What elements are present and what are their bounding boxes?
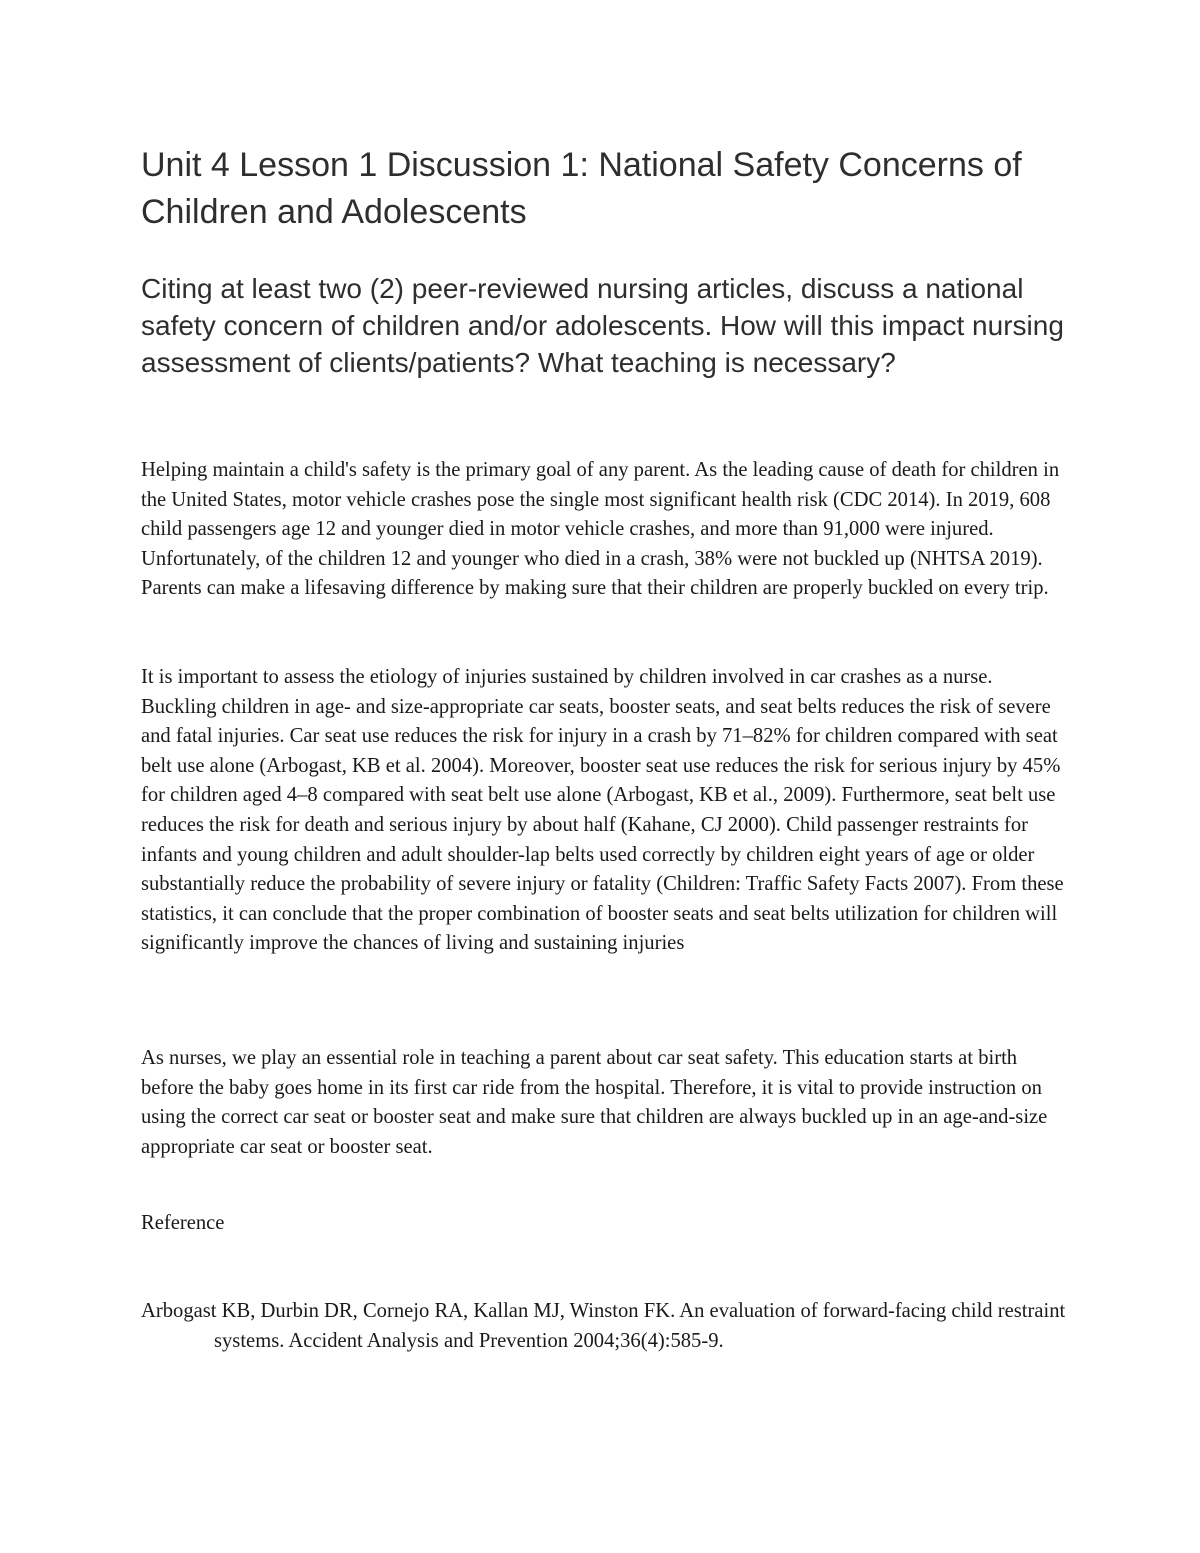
body-paragraph-2: It is important to assess the etiology of injuries sustained by children involved in car crashes as a nurse. Buckling children in age- and size-appropriate car seats, booster seats, and seat belts reduces the risk of severe and fatal injuries. Car seat use reduces the risk for injury in a crash by 71–82% for children compared with seat belt use alone (Arbogast, KB et al. 2004). Moreover, booster seat use reduces the risk for serious injury by 45% for children aged 4–8 compared with seat belt use alone (Arbogast, KB et al., 2009). Furthermore, seat belt use reduces the risk for death and serious injury by about half (Kahane, CJ 2000). Child passenger restraints for infants and young children and adult shoulder-lap belts used correctly by children eight years of age or older substantially reduce the probability of severe injury or fatality (Children: Traffic Safety Facts 2007). From these statistics, it can conclude that the proper combination of booster seats and seat belts utilization for children will significantly improve the chances of living and sustaining injuries [141,666,1064,955]
body-paragraph-3: As nurses, we play an essential role in teaching a parent about car seat safety. This education starts at birth before the baby goes home in its first car ride from the hospital. Therefore, it is vital to provide instruction on using the correct car seat or booster seat and make sure that children are always buckled up in an age-and-size appropriate car seat or booster seat. [141,1047,1048,1158]
body-paragraph-1: Helping maintain a child's safety is the primary goal of any parent. As the leading cause of death for children in the United States, motor vehicle crashes pose the single most significant health risk (CDC 2014). In 2019, 608 child passengers age 12 and younger died in motor vehicle crashes, and more than 91,000 were injured. Unfortunately, of the children 12 and younger who died in a crash, 38% were not buckled up (NHTSA 2019). Parents can make a lifesaving difference by making sure that their children are properly buckled on every trip. [141,459,1060,600]
reference-heading: Reference [141,1212,225,1234]
discussion-prompt: Citing at least two (2) peer-reviewed nursing articles, discuss a national safety concern of children and/or adolescents. How will this impact nursing assessment of clients/patients? What teaching is necessary? [141,273,1064,378]
document-title: Unit 4 Lesson 1 Discussion 1: National Safety Concerns of Children and Adolescents [141,146,1022,231]
reference-entry: Arbogast KB, Durbin DR, Cornejo RA, Kallan MJ, Winston FK. An evaluation of forward-facing child restraint systems. Accident Analysis and Prevention 2004;36(4):585-9. [141,1300,1066,1352]
